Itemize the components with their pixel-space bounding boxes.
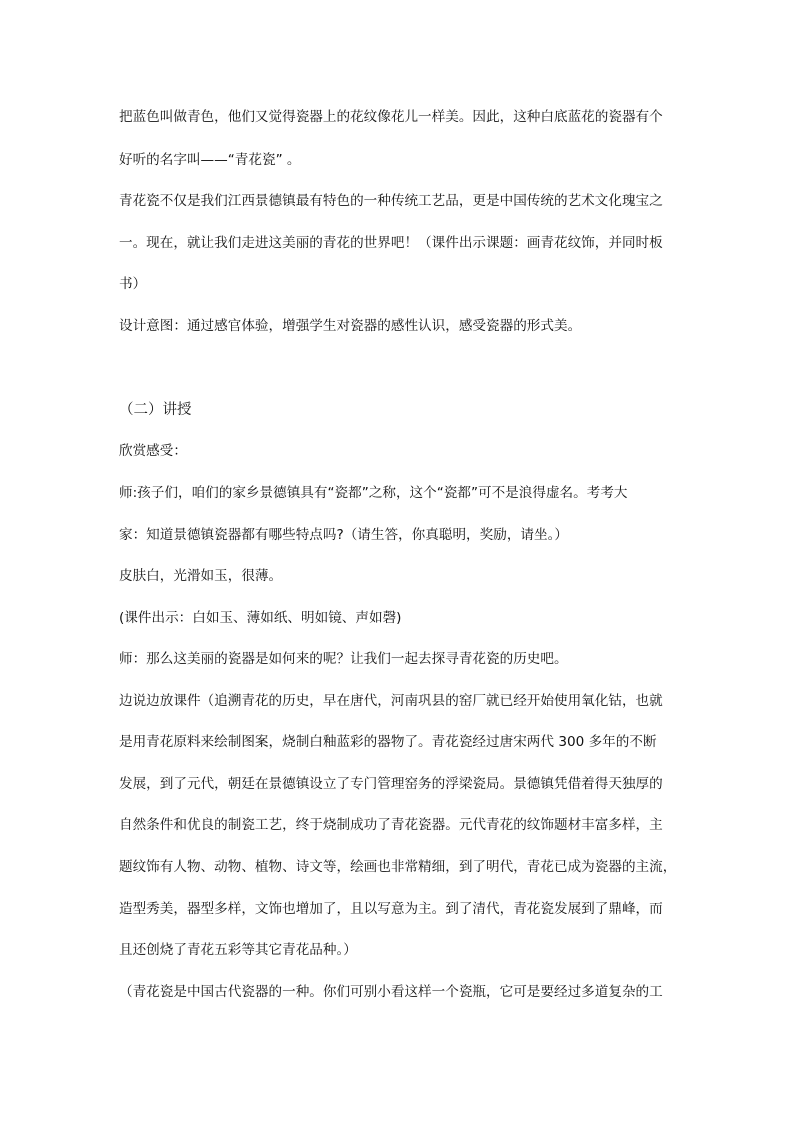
paragraph-line: 家：知道景德镇瓷器都有哪些特点吗?（请生答，你真聪明，奖励，请坐。） [119,527,569,543]
paragraph-line: 把蓝色叫做青色，他们又觉得瓷器上的花纹像花儿一样美。因此，这种白底蓝花的瓷器有个 [119,109,663,125]
paragraph-line: 是用青花原料来绘制图案，烧制白釉蓝彩的器物了。青花瓷经过唐宋两代 300 多年的不断 [119,734,657,750]
paragraph-line: 边说边放课件（追溯青花的历史，早在唐代，河南巩县的窑厂就已经开始使用氧化钴，也就 [119,693,663,709]
section-heading: （二）讲授 [119,402,192,418]
paragraph-line: 一。现在，就让我们走进这美丽的青花的世界吧！（课件出示课题：画青花纹饰，并同时板 [119,235,663,251]
paragraph-line: 青花瓷不仅是我们江西景德镇最有特色的一种传统工艺品，更是中国传统的艺术文化瑰宝之 [119,193,663,209]
paragraph-line: 发展，到了元代，朝廷在景德镇设立了专门管理窑务的浮梁瓷局。景德镇凭借着得天独厚的 [119,776,663,792]
paragraph-line: （青花瓷是中国古代瓷器的一种。你们可别小看这样一个瓷瓶，它可是要经过多道复杂的工 [119,984,663,1000]
paragraph-line: 且还创烧了青花五彩等其它青花品种。） [119,942,357,958]
paragraph-line: 皮肤白，光滑如玉，很薄。 [119,568,283,584]
design-intent-line: 设计意图：通过感官体验，增强学生对瓷器的感性认识，感受瓷器的形式美。 [119,318,582,334]
subheading-line: 欣赏感受： [119,443,187,459]
paragraph-line: (课件出示：白如玉、薄如纸、明如镜、声如磬) [119,610,402,626]
paragraph-line: 自然条件和优良的制瓷工艺，终于烧制成功了青花瓷器。元代青花的纹饰题材丰富多样，主 [119,817,663,833]
paragraph-line: 好听的名字叫——“青花瓷” 。 [119,152,301,168]
paragraph-line: 师：那么这美丽的瓷器是如何来的呢？让我们一起去探寻青花瓷的历史吧。 [119,651,568,667]
paragraph-line: 题纹饰有人物、动物、植物、诗文等，绘画也非常精细，到了明代，青花已成为瓷器的主流， [119,859,677,875]
paragraph-line: 造型秀美，器型多样，文饰也增加了，且以写意为主。到了清代，青花瓷发展到了鼎峰，而 [119,901,663,917]
paragraph-line: 书） [119,276,147,292]
paragraph-line: 师:孩子们，咱们的家乡景德镇具有“瓷都”之称，这个“瓷都”可不是浪得虚名。考考大 [119,485,628,501]
